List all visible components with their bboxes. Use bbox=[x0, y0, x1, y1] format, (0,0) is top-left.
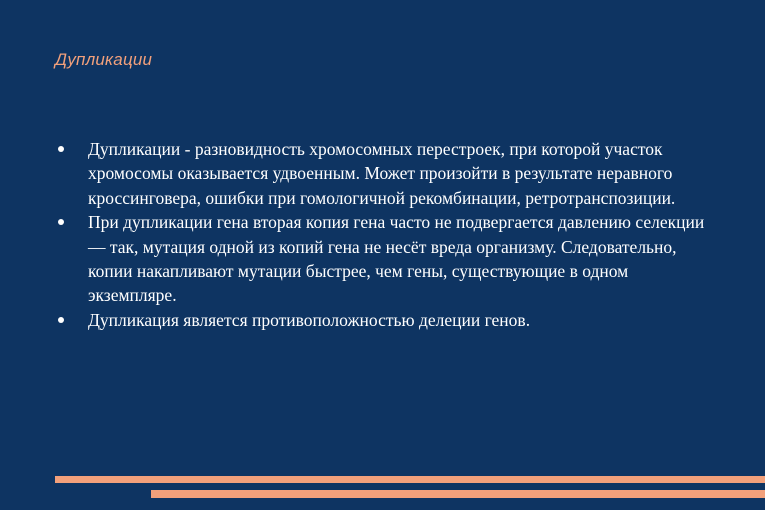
bullet-text: При дупликации гена вторая копия гена часто не подвергается давлению селекции — так, мутация одной из копий гена не несёт вреда организму. Следовательно, копии накапливают мутации быстрее, чем гены, существующие в одном экземпляре. bbox=[88, 212, 705, 306]
bullet-dot-icon bbox=[58, 219, 64, 225]
slide-title: Дупликации bbox=[55, 50, 153, 69]
bullet-text: Дупликация является противоположностью делеции генов. bbox=[88, 309, 531, 330]
bullet-text: Дупликации - разновидность хромосомных перестроек, при которой участок хромосомы оказывается удвоенным. Может произойти в результате неравного кроссинговера, ошибки при гомологичной рекомбинации, ретротранспозиции. bbox=[88, 139, 676, 208]
decorative-bar-bottom bbox=[151, 490, 765, 498]
bullet-item bbox=[58, 137, 718, 210]
decorative-bar-top bbox=[55, 476, 765, 483]
bullet-dot-icon bbox=[58, 146, 64, 152]
bullet-item bbox=[58, 308, 718, 332]
bullet-list bbox=[58, 137, 718, 332]
bullet-dot-icon bbox=[58, 317, 64, 323]
bullet-item bbox=[58, 210, 718, 308]
